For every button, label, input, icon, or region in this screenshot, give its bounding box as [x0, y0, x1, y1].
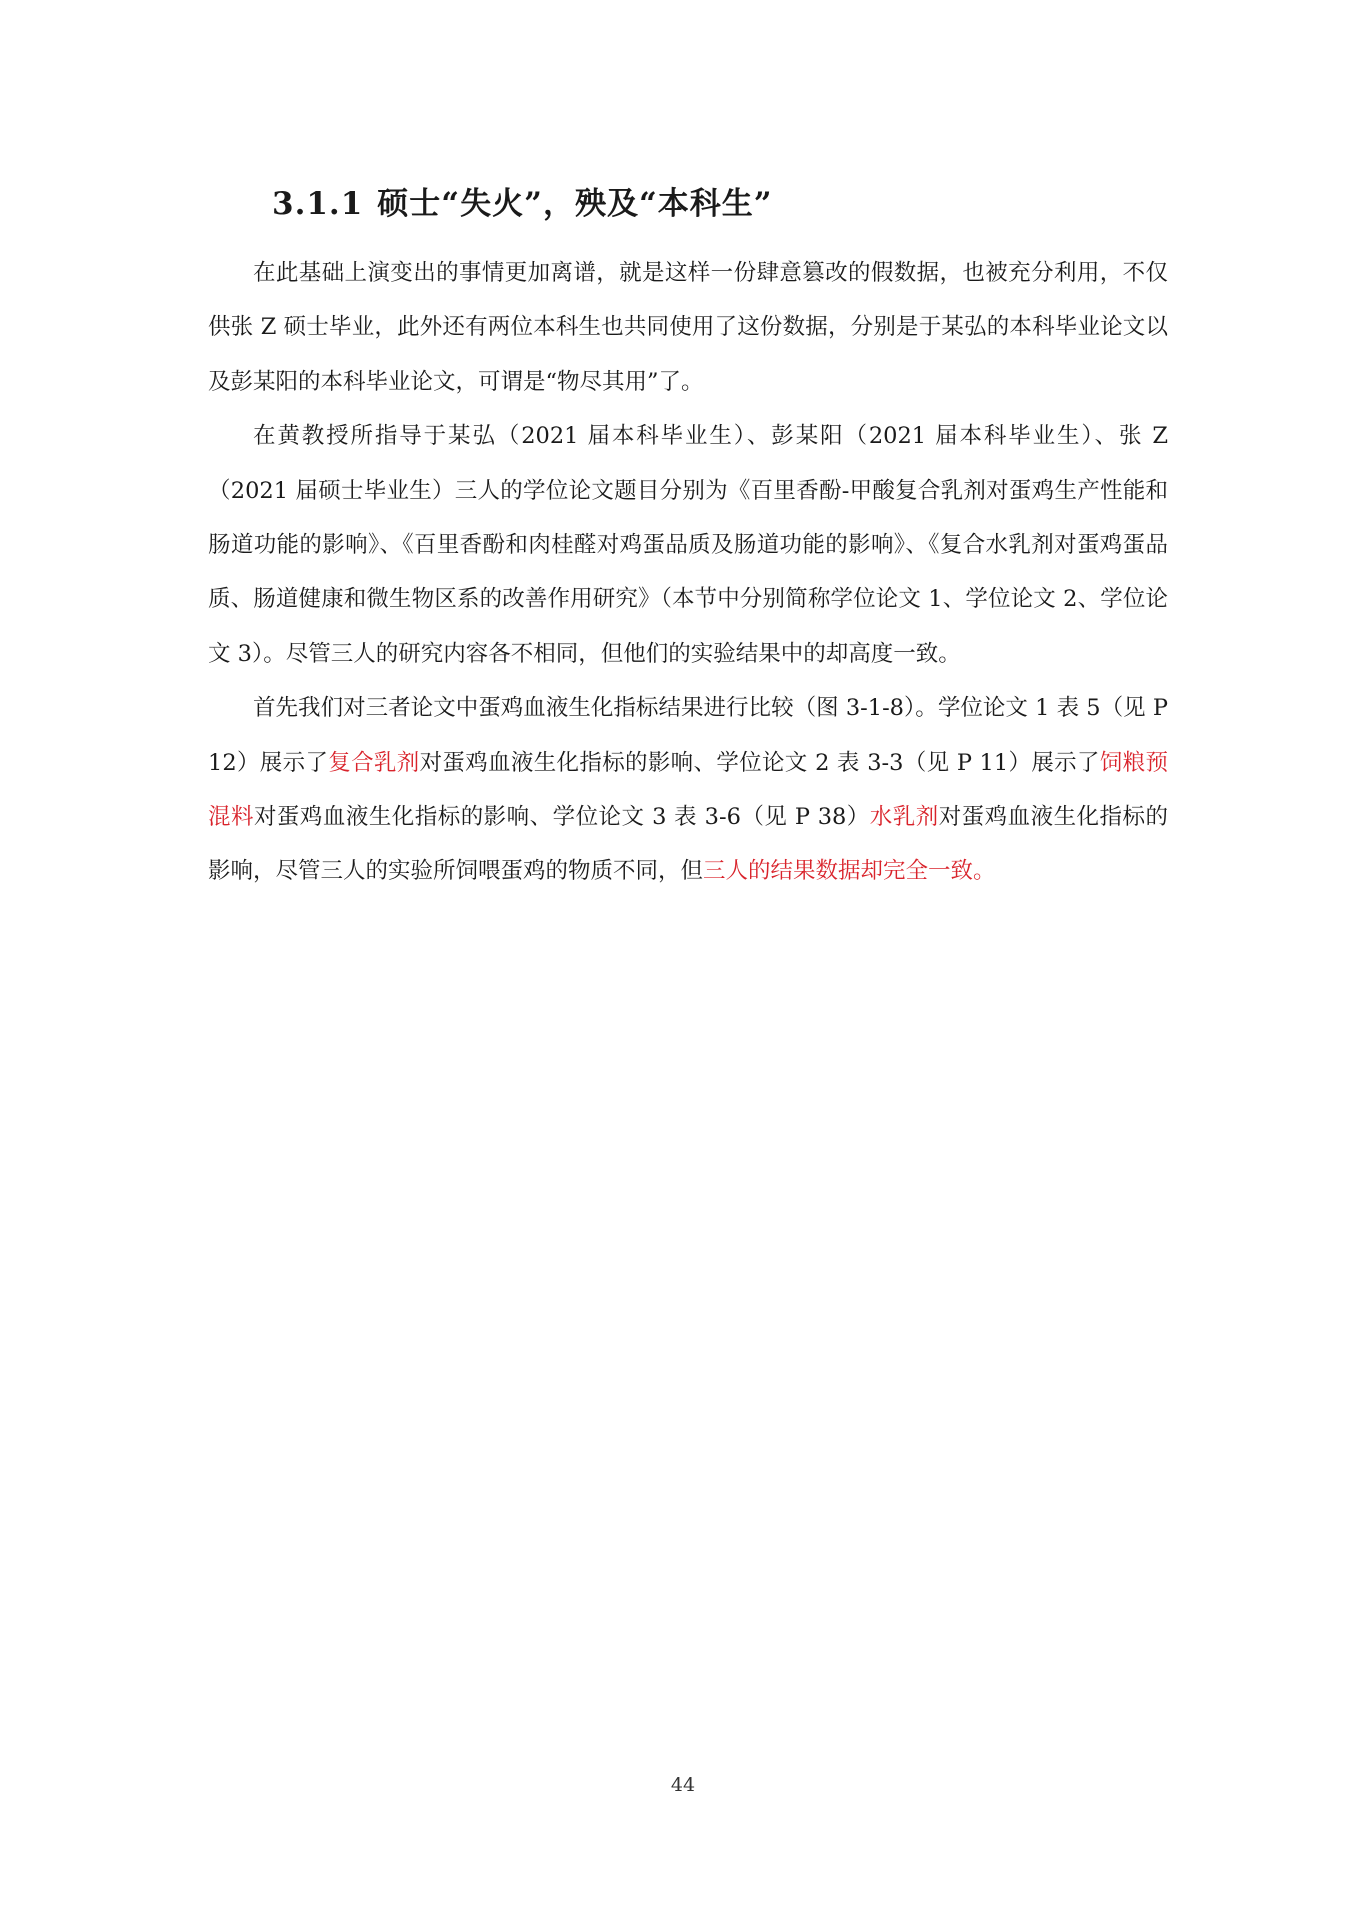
section-number: 3.1.1: [272, 186, 364, 222]
body-text: [208, 246, 1168, 899]
page-number: 44: [670, 1774, 696, 1796]
highlighted-text: 饲粮预混料: [208, 749, 1168, 831]
paragraph: [208, 246, 1168, 409]
section-title: 硕士“失火”，殃及“本科生”: [377, 186, 773, 222]
paragraph-text: 对蛋鸡血液生化指标的影响，尽管三人的实验所饲喂蛋鸡的物质不同，但: [208, 804, 1168, 885]
highlighted-text: 三人的结果数据却完全一致。: [703, 858, 996, 885]
paragraph-text: 在黄教授所指导于某弘（2021 届本科毕业生）、彭某阳（2021 届本科毕业生）、张 Z（2021 届硕士毕业生）三人的学位论文题目分别为《百里香酚-甲酸复合乳剂对蛋鸡生产性能和肠道功能的影响》、《百里香酚和肉桂醛对鸡蛋品质及肠道功能的影响》、《复合水乳剂对蛋鸡蛋品质、肠道健康和微生物区系的改善作用研究》（本节中分别简称学位论文 1、学位论文 2、学位论文 3）。尽管三人的研究内容各不相同，但他们的实验结果中的却高度一致。: [208, 423, 1168, 667]
highlighted-text: 水乳剂: [869, 804, 939, 831]
paragraph-text: 对蛋鸡血液生化指标的影响、学位论文 2 表 3-3（见 P 11）展示了: [419, 749, 1100, 776]
paragraph-text: 在此基础上演变出的事情更加离谱，就是这样一份肆意篡改的假数据，也被充分利用，不仅供张 Z 硕士毕业，此外还有两位本科生也共同使用了这份数据，分别是于某弘的本科毕业论文以及彭某阳的本科毕业论文，可谓是“物尽其用”了。: [208, 260, 1168, 395]
paragraph-text: 首先我们对三者论文中蛋鸡血液生化指标结果进行比较（图 3-1-8）。学位论文 1 表 5（见 P 12）展示了: [208, 695, 1168, 776]
paragraph-text: 对蛋鸡血液生化指标的影响、学位论文 3 表 3-6（见 P 38）: [253, 804, 870, 831]
highlighted-text: 复合乳剂: [328, 749, 420, 776]
paragraph: [208, 409, 1168, 681]
section-heading: [272, 178, 773, 223]
paragraph: [208, 681, 1168, 899]
